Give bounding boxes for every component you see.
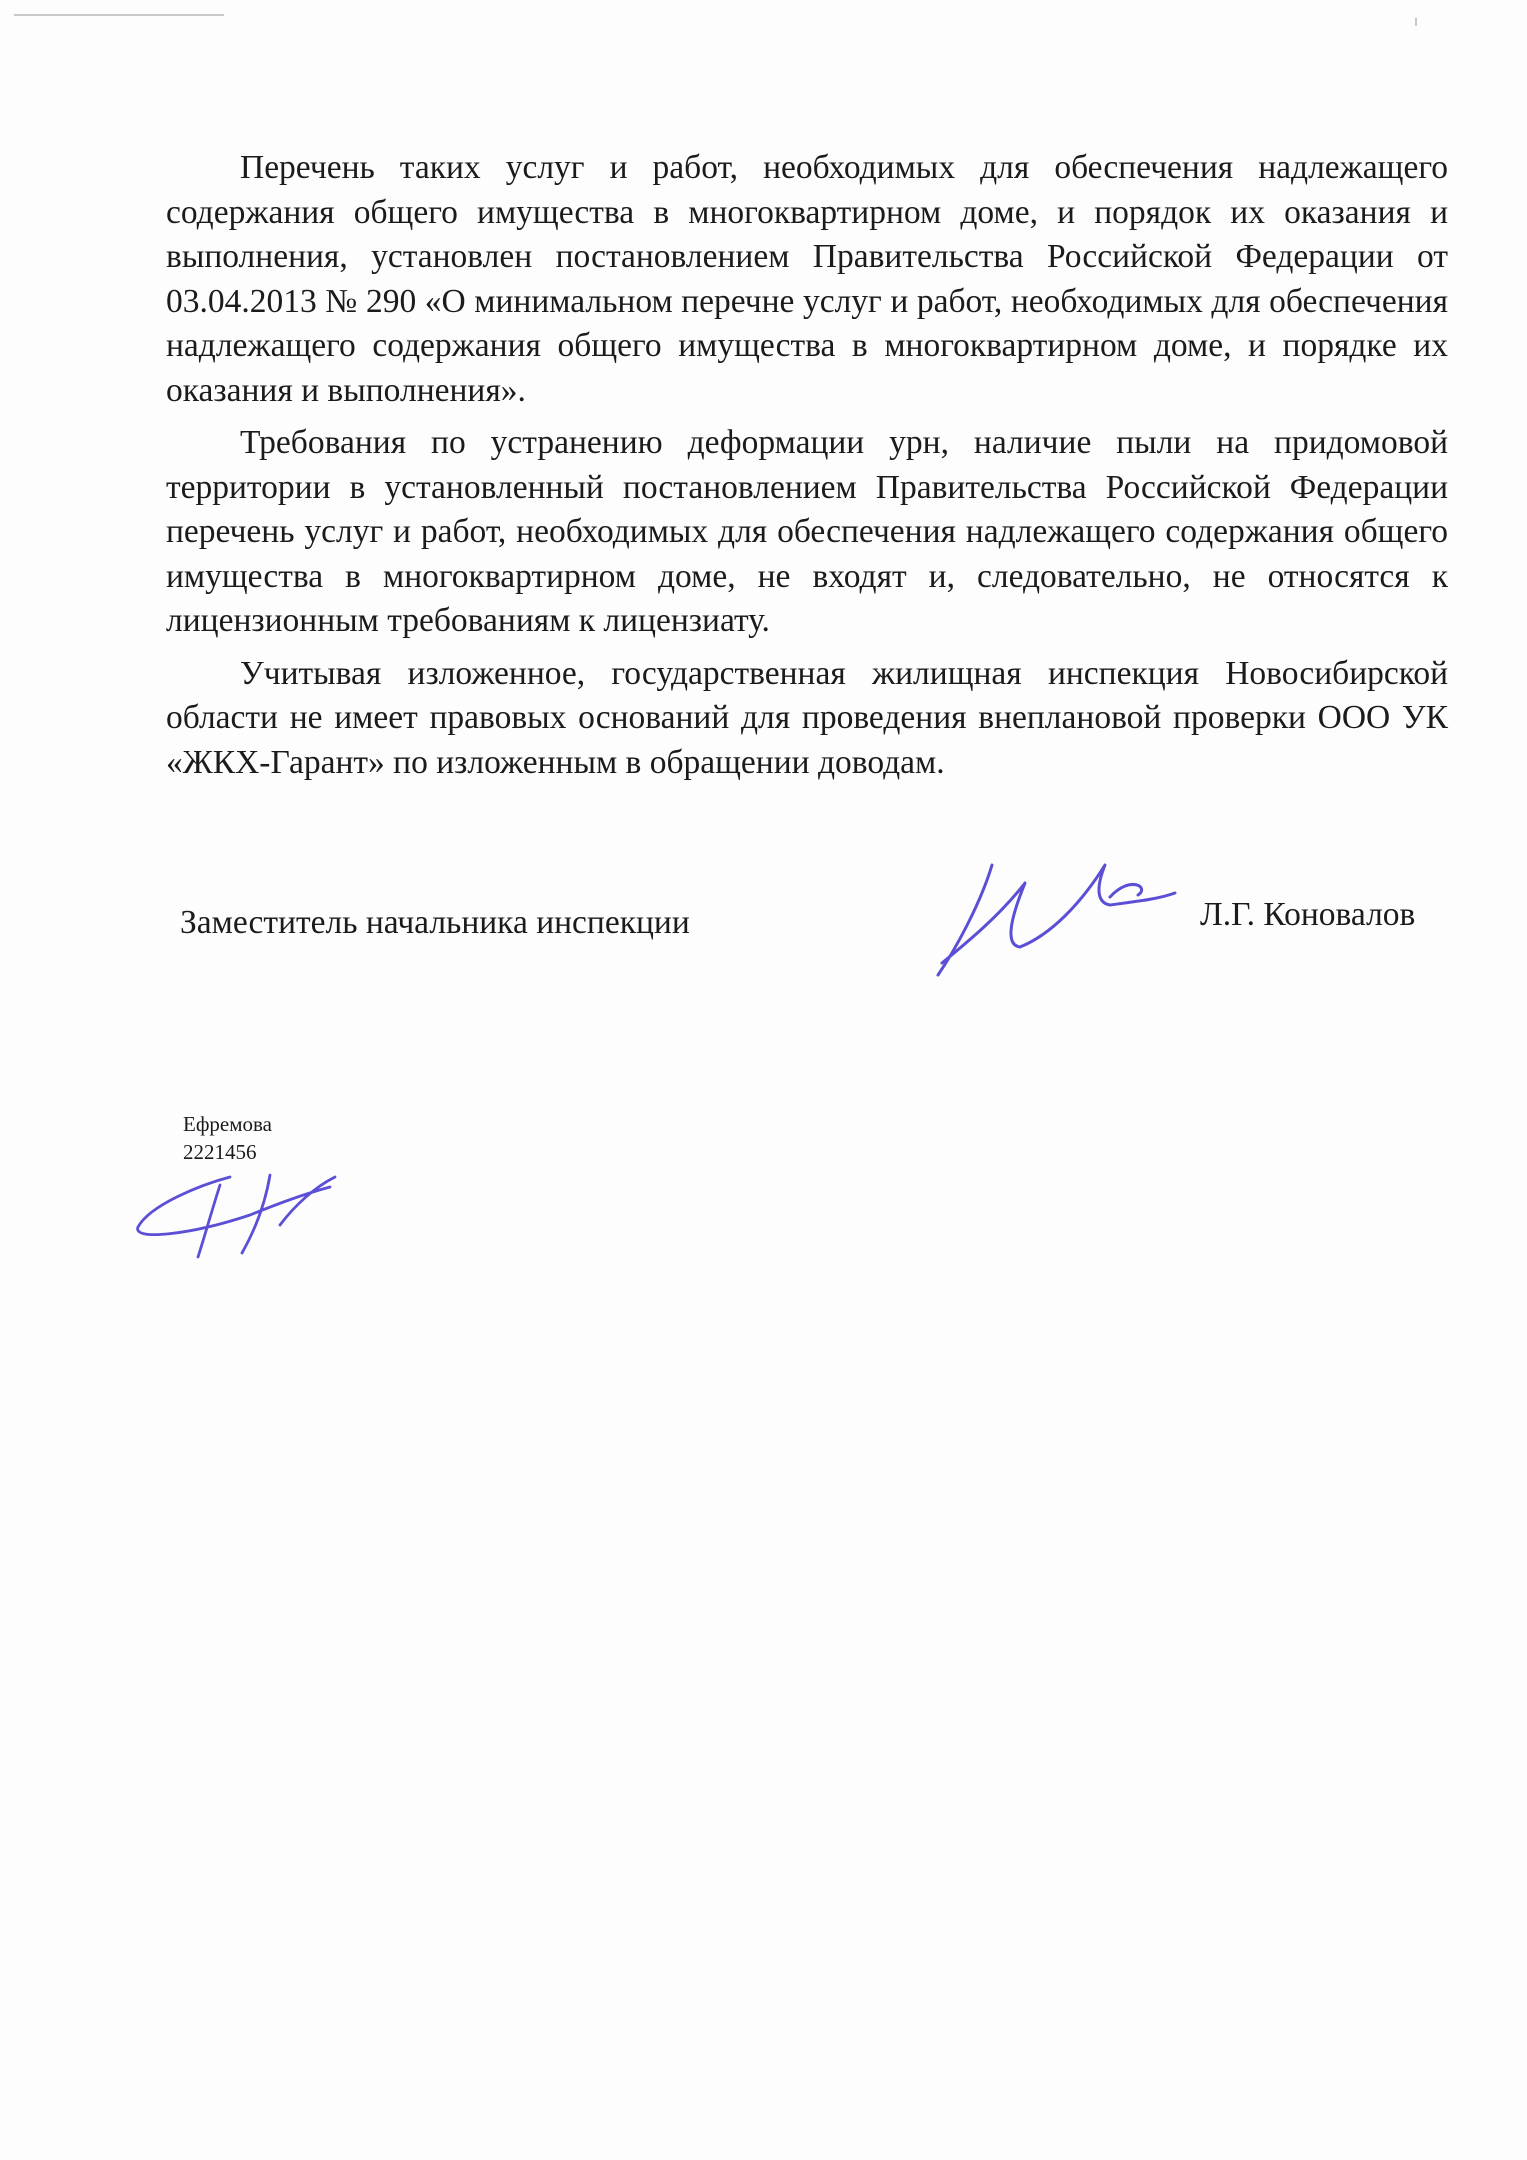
executor-phone: 2221456 <box>183 1140 257 1164</box>
paragraph-requirements: Требования по устранению деформации урн, наличие пыли на придомовой территории в установленный постановлением Правительства Российской Федерации перечень услуг и работ, необходимых для обеспечения надлежащего содержания общего имущества в многоквартирном доме, не входят и, следовательно, не относятся к лицензионным требованиям к лицензиату. <box>166 424 1448 639</box>
scan-edge-mark-right <box>1415 18 1417 26</box>
paragraph-services-list: Перечень таких услуг и работ, необходимых для обеспечения надлежащего содержания общего имущества в многоквартирном доме, и порядок их оказания и выполнения, установлен постановлением Правительства Российской Федерации от 03.04.2013 № 290 «О минимальном перечне услуг и работ, необходимых для обеспечения надлежащего содержания общего имущества в многоквартирном доме, и порядке их оказания и выполнения». <box>166 149 1448 409</box>
executor-name: Ефремова <box>183 1112 273 1136</box>
signatory-name: Л.Г. Коновалов <box>1200 896 1416 933</box>
executor-initials-signature <box>130 1165 340 1265</box>
scan-edge-mark <box>14 14 224 16</box>
paragraph-conclusion: Учитывая изложенное, государственная жилищная инспекция Новосибирской области не имеет правовых оснований для проведения внеплановой проверки ООО УК «ЖКХ-Гарант» по изложенным в обращении доводам. <box>166 654 1448 781</box>
handwritten-signature <box>930 835 1180 980</box>
letter-body <box>166 146 1448 793</box>
signatory-title: Заместитель начальника инспекции <box>180 904 690 941</box>
executor-block <box>183 1110 272 1166</box>
